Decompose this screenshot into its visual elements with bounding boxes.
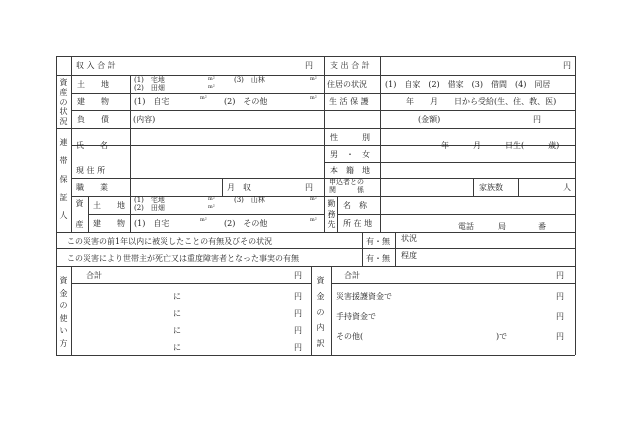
workplace-location-label: 所 在 地 (343, 219, 373, 228)
guarantor-land-label: 土 地 (93, 201, 125, 210)
sqm-unit: m² (208, 84, 215, 90)
address-label: 現 住 所 (76, 166, 106, 175)
head-death-degree-label: 程度 (401, 251, 417, 260)
gender-label: 性 別 (330, 133, 370, 142)
sqm-unit: m² (208, 204, 215, 210)
debt-yen: 円 (533, 115, 541, 124)
guarantor-land-option-residential: (1) 宅地 (134, 196, 165, 204)
debt-content-label: (内容) (133, 115, 156, 124)
fund-breakdown-label: 資 金 の 内 訳 (316, 276, 325, 348)
relation-label-line2: 関 係 (329, 186, 364, 194)
use-item-yen: 円 (294, 292, 302, 301)
sqm-unit: m² (200, 95, 207, 101)
sqm-unit: m² (208, 196, 215, 202)
land-option-farmland: (2) 田畑 (134, 84, 165, 92)
use-item-yen: 円 (294, 309, 302, 318)
sqm-unit: m² (310, 196, 317, 202)
workplace-label: 勤 務 先 (327, 199, 336, 229)
domicile-label: 本 籍 地 (330, 166, 370, 175)
head-death-yes-no: 有・無 (366, 254, 390, 263)
own-fund-label: 手持資金で (336, 312, 376, 321)
guarantor-building-option-other: (2) その他 (224, 219, 268, 228)
sqm-unit: m² (200, 217, 207, 223)
income-yen: 円 (305, 61, 313, 70)
livelihood-receipt-text: 年 月 日から受給(生、住、教、医) (406, 97, 557, 106)
guarantor-building-label: 建 物 (93, 219, 125, 228)
guarantor-land-option-farmland: (2) 田畑 (134, 204, 165, 212)
sqm-unit: m² (310, 217, 317, 223)
land-option-residential: (1) 宅地 (134, 76, 165, 84)
prior-disaster-situation-label: 状況 (401, 234, 417, 243)
use-item-ni: に (173, 326, 181, 335)
guarantor-land-option-forest: (3) 山林 (234, 196, 265, 204)
guarantor-assets-label: 資 産 (75, 199, 84, 229)
guarantor-label: 連 帯 保 証 人 (59, 138, 68, 220)
prior-disaster-yes-no: 有・無 (366, 237, 390, 246)
name-label: 氏 名 (76, 141, 108, 150)
land-label: 土 地 (77, 80, 109, 89)
use-item-yen: 円 (294, 326, 302, 335)
guarantor-building-option-home: (1) 自宅 (134, 219, 170, 228)
other-fund-suffix: )で (496, 332, 508, 341)
sqm-unit: m² (208, 76, 215, 82)
relief-fund-label: 災害援護資金で (336, 292, 392, 301)
building-option-home: (1) 自宅 (134, 97, 170, 106)
assets-status-label: 資 産 の 状 況 (59, 78, 68, 126)
gender-options: 男 ・ 女 (330, 150, 370, 159)
building-label: 建 物 (77, 97, 109, 106)
sqm-unit: m² (310, 76, 317, 82)
use-item-ni: に (173, 309, 181, 318)
expense-yen: 円 (563, 61, 571, 70)
debt-amount-label: (金額) (418, 115, 441, 124)
land-option-forest: (3) 山林 (234, 76, 265, 84)
expense-total-label: 支 出 合 計 (330, 61, 370, 70)
use-of-funds-label: 資 金 の 使 い 方 (59, 276, 68, 348)
debt-label: 負 債 (77, 115, 109, 124)
birth-date-label: 年 月 日生( 歳) (441, 141, 560, 150)
income-total-label: 収 入 合 計 (76, 61, 116, 70)
family-count-unit: 人 (563, 183, 571, 192)
use-item-ni: に (173, 292, 181, 301)
residence-options: (1) 自家 (2) 借家 (3) 借間 (4) 同居 (385, 80, 551, 89)
relief-fund-yen: 円 (556, 292, 564, 301)
use-total-yen: 円 (294, 271, 302, 280)
monthly-income-label: 月 収 (227, 183, 251, 192)
breakdown-total-yen: 円 (556, 271, 564, 280)
building-option-other: (2) その他 (224, 97, 268, 106)
other-fund-label: その他( (336, 332, 364, 341)
residence-status-label: 住居の状況 (327, 80, 367, 89)
family-count-label: 家族数 (479, 183, 503, 192)
head-death-question: この災害により世帯主が死亡又は重度障害者となった事実の有無 (67, 254, 299, 263)
other-fund-yen: 円 (556, 332, 564, 341)
monthly-income-yen: 円 (305, 183, 313, 192)
use-item-yen: 円 (294, 343, 302, 352)
own-fund-yen: 円 (556, 312, 564, 321)
use-item-ni: に (173, 343, 181, 352)
livelihood-label: 生 活 保 護 (329, 97, 369, 106)
occupation-label: 職 業 (76, 183, 108, 192)
breakdown-total-label: 合計 (344, 271, 360, 280)
relation-label-line1: 申込者との (329, 178, 364, 186)
workplace-phone-label: 電話 局 番 (458, 222, 546, 231)
workplace-name-label: 名 称 (343, 201, 367, 210)
use-total-label: 合計 (86, 271, 102, 280)
prior-disaster-question: この災害の前1年以内に被災したことの有無及びその状況 (67, 237, 273, 246)
sqm-unit: m² (310, 95, 317, 101)
